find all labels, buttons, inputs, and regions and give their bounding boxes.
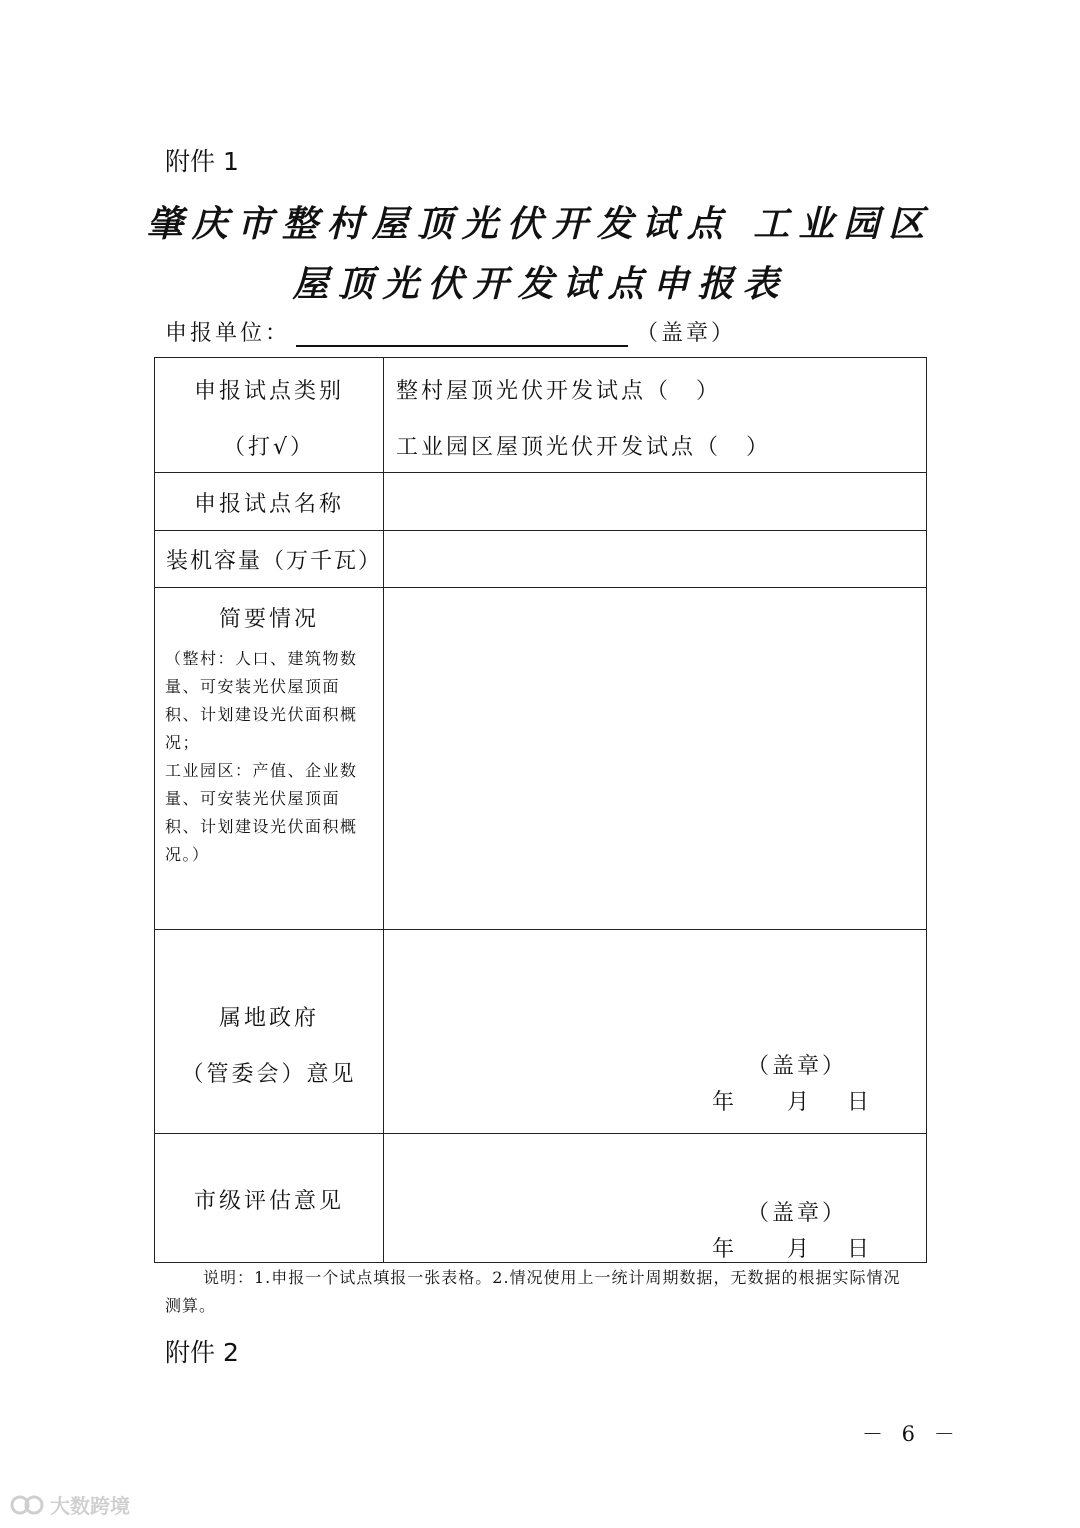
city-eval-date: 年 月 日 xyxy=(712,1237,872,1262)
summary-label: 简要情况 xyxy=(218,607,319,632)
applicant-label: 申报单位： xyxy=(165,321,291,346)
attachment-1-label: 附件 1 xyxy=(165,147,239,176)
summary-note-line: 积、计划建设光伏面积概 xyxy=(165,817,358,836)
watermark xyxy=(10,1490,130,1519)
attachment-2-label: 附件 2 xyxy=(165,1338,239,1367)
summary-note-line: 量、可安装光伏屋顶面 xyxy=(165,677,341,696)
category-label: 申报试点类别 xyxy=(193,379,344,404)
applicant-row xyxy=(165,316,736,347)
pilot-name-field[interactable] xyxy=(384,473,926,529)
summary-note-line: 况； xyxy=(165,733,201,752)
local-gov-label: 属地政府 xyxy=(218,1006,319,1031)
pilot-name-label: 申报试点名称 xyxy=(193,492,344,517)
summary-note-line: 工业园区：产值、企业数 xyxy=(165,761,358,780)
summary-note-line: 积、计划建设光伏面积概 xyxy=(165,705,358,724)
summary-note xyxy=(165,645,375,869)
form-note: 说明：1.申报一个试点填报一张表格。2.情况使用上一统计周期数据，无数据的根据实际情况测算。 xyxy=(165,1268,901,1315)
page-title-line-2: 屋顶光伏开发试点申报表 xyxy=(292,263,788,305)
summary-note-line: （整村：人口、建筑物数 xyxy=(165,649,358,668)
capacity-field[interactable] xyxy=(384,531,926,586)
summary-note-line: 量、可安装光伏屋顶面 xyxy=(165,789,341,808)
summary-field[interactable] xyxy=(384,588,926,928)
local-gov-date: 年 月 日 xyxy=(712,1090,872,1115)
local-gov-stamp: （盖章） xyxy=(747,1054,848,1079)
capacity-label: 装机容量（万千瓦） xyxy=(166,549,383,574)
watermark-logo-icon xyxy=(10,1493,44,1517)
summary-note-line: 况。） xyxy=(165,845,210,864)
city-eval-label: 市级评估意见 xyxy=(193,1189,344,1214)
applicant-stamp: （盖章） xyxy=(636,321,737,346)
application-form-table xyxy=(154,357,927,1263)
local-gov-committee-label: （管委会）意见 xyxy=(181,1062,357,1087)
category-option-industrial-park[interactable]: 工业园区屋顶光伏开发试点（ ） xyxy=(396,435,772,460)
category-check-hint: （打√） xyxy=(222,435,316,460)
page-title-line-1: 肇庆市整村屋顶光伏开发试点 工业园区 xyxy=(146,203,934,245)
applicant-blank-line[interactable] xyxy=(296,321,628,347)
page-number: － 6 － xyxy=(862,1422,961,1446)
category-option-village[interactable]: 整村屋顶光伏开发试点（ ） xyxy=(396,379,722,404)
watermark-text: 大数跨境 xyxy=(50,1494,130,1518)
city-eval-stamp: （盖章） xyxy=(747,1201,848,1226)
